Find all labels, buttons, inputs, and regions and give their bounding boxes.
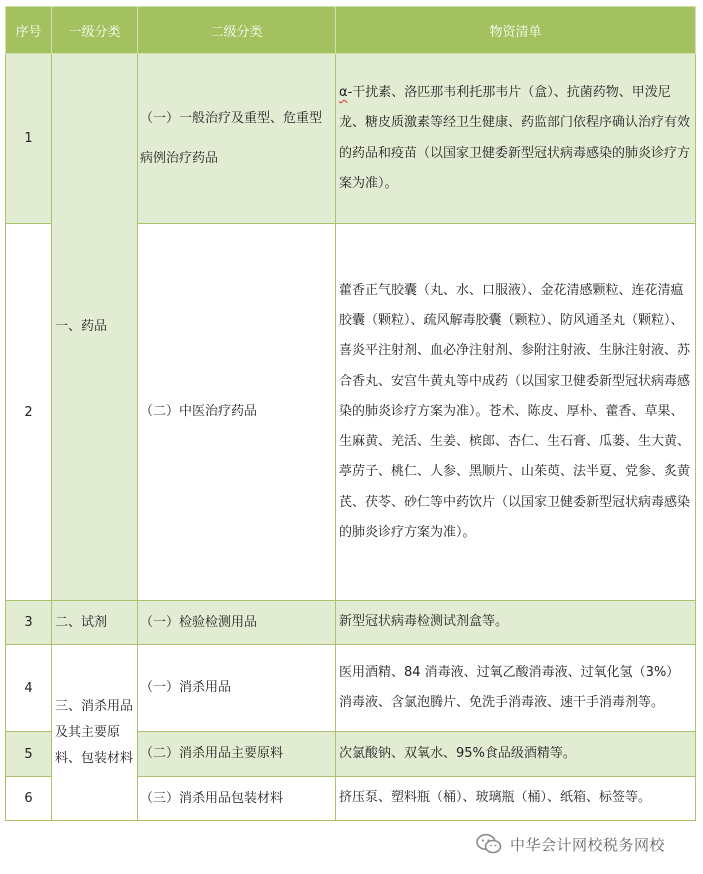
row-number: 2 [6,224,52,601]
second-level-category: （一）消杀用品 [138,645,336,732]
second-level-category: （三）消杀用品包装材料 [138,777,336,821]
row-number: 6 [6,777,52,821]
supplies-list-cell: 次氯酸钠、双氧水、95%食品级酒精等。 [336,732,696,777]
second-level-category: （二）消杀用品主要原料 [138,732,336,777]
header-serial-number: 序号 [6,7,52,54]
table-row [6,601,696,645]
header-first-level-category: 一级分类 [52,7,138,54]
supplies-list-cell: 藿香正气胶囊（丸、水、口服液）、金花清感颗粒、连花清瘟胶囊（颗粒）、疏风解毒胶囊（颗粒）、防风通圣丸（颗粒）、喜炎平注射剂、血必净注射剂、参附注射液、生脉注射液、苏合香丸、安宫牛黄丸等中成药（以国家卫健委新型冠状病毒感染的肺炎诊疗方案为准）。苍术、陈皮、厚朴、藿香、草果、生麻黄、羌活、生姜、槟郎、杏仁、生石膏、瓜蒌、生大黄、葶苈子、桃仁、人参、黑顺片、山茱萸、法半夏、党参、炙黄芪、茯苓、砂仁等中药饮片（以国家卫健委新型冠状病毒感染的肺炎诊疗方案为准）。 [336,224,696,601]
account-watermark [476,831,665,857]
second-level-category: （一）检验检测用品 [138,601,336,645]
second-level-category: （一）一般治疗及重型、危重型病例治疗药品 [138,54,336,224]
row-number: 5 [6,732,52,777]
supplies-list-cell: 挤压泵、塑料瓶（桶）、玻璃瓶（桶）、纸箱、标签等。 [336,777,696,821]
row-number: 4 [6,645,52,732]
table-row [6,54,696,224]
table-header-row [6,7,696,54]
first-level-category-drugs: 一、药品 [52,54,138,601]
supplies-list-cell [336,54,696,224]
wechat-chat-icon [476,833,502,855]
supplies-list-cell: 医用酒精、84 消毒液、过氧乙酸消毒液、过氧化氢（3%）消毒液、含氯泡腾片、免洗手消毒液、速干手消毒剂等。 [336,645,696,732]
supplies-list-text: -干扰素、洛匹那韦利托那韦片（盒）、抗菌药物、甲泼尼龙、糖皮质激素等经卫生健康、药监部门依程序确认治疗有效的药品和疫苗（以国家卫健委新型冠状病毒感染的肺炎诊疗方案为准）。 [339,85,691,191]
first-level-category-disinfection: 三、消杀用品及其主要原料、包装材料 [52,645,138,821]
second-level-category: （二）中医治疗药品 [138,224,336,601]
header-supplies-list: 物资清单 [336,7,696,54]
watermark-text: 中华会计网校税务网校 [510,835,666,854]
header-second-level-category: 二级分类 [138,7,336,54]
row-number: 1 [6,54,52,224]
first-level-category-reagents: 二、试剂 [52,601,138,645]
supplies-table [5,6,696,821]
row-number: 3 [6,601,52,645]
spellcheck-underlined-word: α [339,85,348,101]
table-row [6,645,696,732]
supplies-list-cell: 新型冠状病毒检测试剂盒等。 [336,601,696,645]
